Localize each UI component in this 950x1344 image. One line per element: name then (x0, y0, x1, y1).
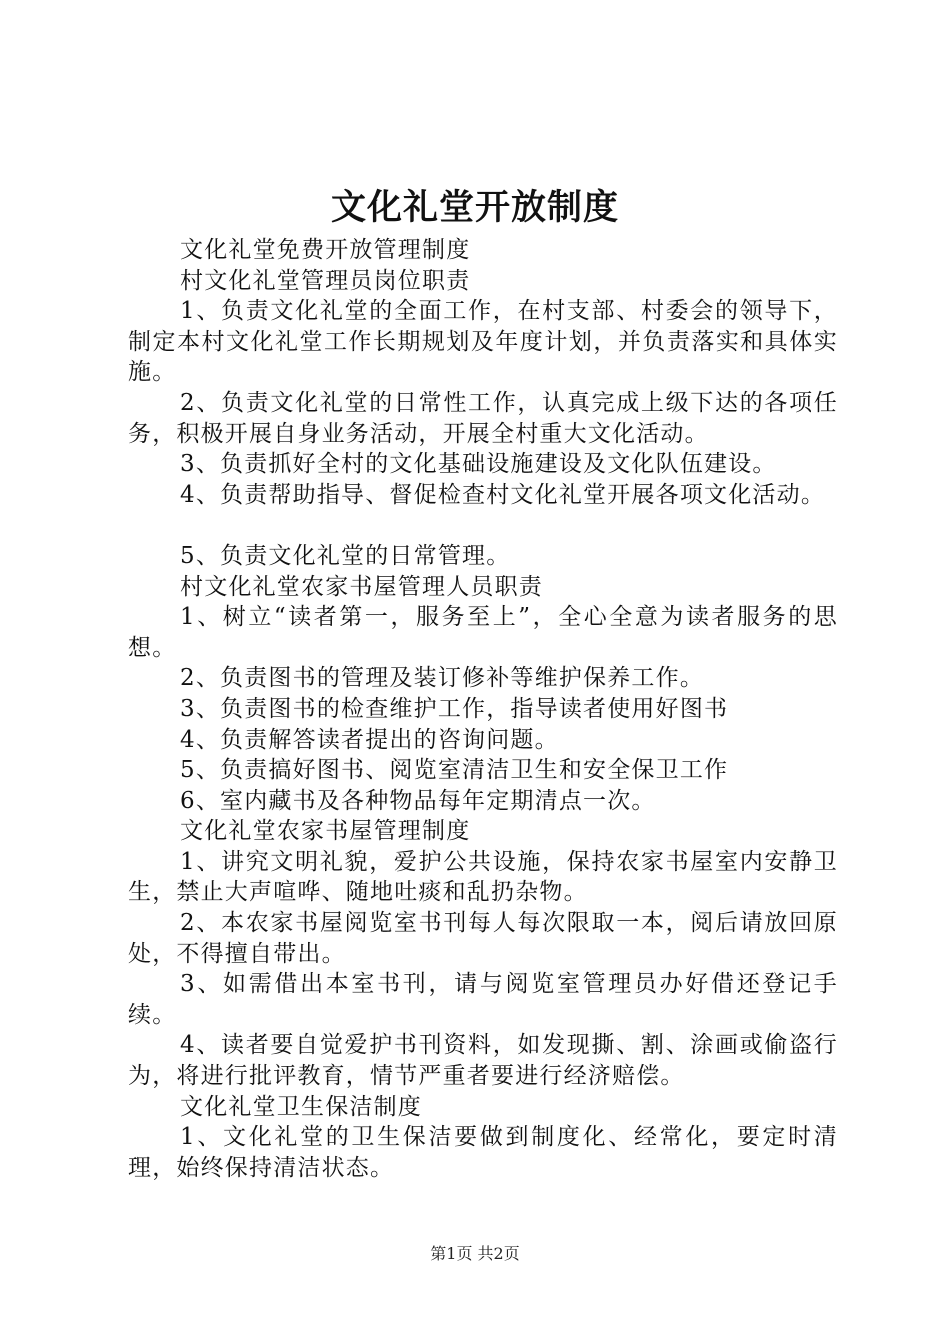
paragraph-staff-duty-4: 4、负责解答读者提出的咨询问题。 (180, 726, 559, 753)
paragraph-admin-duty-4: 4、负责帮助指导、督促检查村文化礼堂开展各项文化活动。 (180, 481, 826, 508)
paragraph-staff-duty-6: 6、室内藏书及各种物品每年定期清点一次。 (180, 787, 656, 814)
paragraph-bookroom-rule-4: 4、读者要自觉爱护书刊资料，如发现撕、割、涂画或偷盗行为，将进行批评教育，情节严重者要进行经济赔偿。 (128, 1032, 838, 1090)
paragraph-staff-duty-3: 3、负责图书的检查维护工作，指导读者使用好图书 (180, 695, 729, 722)
paragraph-admin-duties-heading: 村文化礼堂管理员岗位职责 (180, 267, 471, 294)
blank-line (128, 510, 838, 541)
page-footer: 第1页 共2页 (430, 1244, 520, 1263)
paragraph-open-policy-heading: 文化礼堂免费开放管理制度 (180, 237, 471, 263)
paragraph-staff-duty-2: 2、负责图书的管理及装订修补等维护保养工作。 (180, 665, 705, 692)
paragraph-admin-duty-3: 3、负责抓好全村的文化基础设施建设及文化队伍建设。 (180, 451, 777, 478)
paragraph-bookroom-rule-1: 1、讲究文明礼貌，爱护公共设施，保持农家书屋室内安静卫生，禁止大声喧哗、随地吐痰和乱扔杂物。 (128, 848, 838, 906)
paragraph-bookroom-rule-2: 2、本农家书屋阅览室书刊每人每次限取一本，阅后请放回原处，不得擅自带出。 (128, 910, 838, 967)
document-body (128, 235, 838, 1183)
paragraph-cleaning-heading: 文化礼堂卫生保洁制度 (180, 1093, 422, 1120)
document-title: 文化礼堂开放制度 (330, 187, 619, 228)
paragraph-admin-duty-2: 2、负责文化礼堂的日常性工作，认真完成上级下达的各项任务，积极开展自身业务活动，开展全村重大文化活动。 (128, 389, 838, 447)
paragraph-cleaning-rule-1: 1、文化礼堂的卫生保洁要做到制度化、经常化，要定时清理，始终保持清洁状态。 (128, 1124, 838, 1181)
paragraph-admin-duty-5: 5、负责文化礼堂的日常管理。 (180, 542, 511, 569)
paragraph-staff-duty-1: 1、树立“读者第一，服务至上”，全心全意为读者服务的思想。 (128, 604, 838, 661)
paragraph-bookroom-staff-heading: 村文化礼堂农家书屋管理人员职责 (180, 573, 543, 600)
paragraph-bookroom-rule-3: 3、如需借出本室书刊，请与阅览室管理员办好借还登记手续。 (128, 971, 838, 1028)
paragraph-staff-duty-5: 5、负责搞好图书、阅览室清洁卫生和安全保卫工作 (180, 757, 729, 784)
paragraph-admin-duty-1: 1、负责文化礼堂的全面工作，在村支部、村委会的领导下，制定本村文化礼堂工作长期规划及年度计划，并负责落实和具体实施。 (128, 298, 838, 386)
paragraph-bookroom-rules-heading: 文化礼堂农家书屋管理制度 (180, 818, 471, 845)
